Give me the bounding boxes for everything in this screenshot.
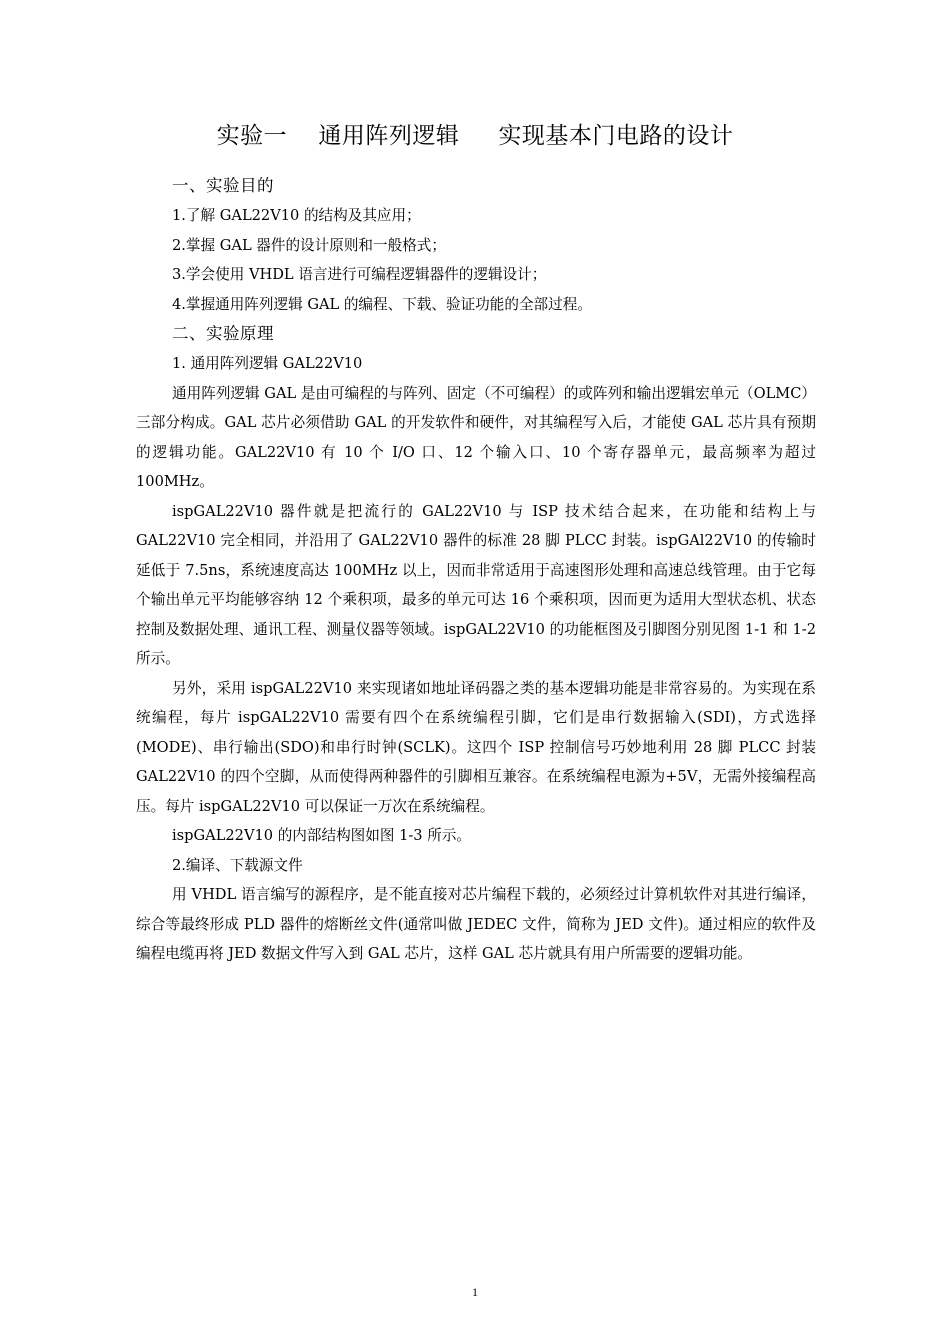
paragraph-isp-pins: 另外，采用 ispGAL22V10 来实现诸如地址译码器之类的基本逻辑功能是非常容易的。为实现在系统编程，每片 ispGAL22V10 需要有四个在系统编程引脚，它们是串行数据输入(SDI)，方式选择(MODE)、串行输出(SDO)和串行时钟(SCLK)。这四个 ISP 控制信号巧妙地利用 28 脚 PLCC 封装 GAL22V10 的四个空脚，从而使得两种器件的引脚相互兼容。在系统编程电源为+5V，无需外接编程高压。每片 ispGAL22V10 可以保证一万次在系统编程。 — [136, 679, 816, 815]
paragraph-gal-intro: 通用阵列逻辑 GAL 是由可编程的与阵列、固定（不可编程）的或阵列和输出逻辑宏单元（OLMC）三部分构成。GAL 芯片必须借助 GAL 的开发软件和硬件，对其编程写入后，才能使 GAL 芯片具有预期的逻辑功能。GAL22V10 有 10 个 I/O 口、12 个输入口、10 个寄存器单元，最高频率为超过 100MHz。 — [136, 384, 816, 490]
document-body — [136, 171, 816, 969]
page-title: 实验一 通用阵列逻辑 实现基本门电路的设计 — [216, 123, 734, 149]
section-heading-purpose: 一、实验目的 — [172, 176, 274, 195]
purpose-item-1: 1.了解 GAL22V10 的结构及其应用； — [172, 207, 421, 224]
paragraph-ispgal: ispGAL22V10 器件就是把流行的 GAL22V10 与 ISP 技术结合起来，在功能和结构上与 GAL22V10 完全相同，并沿用了 GAL22V10 器件的标准 28 脚 PLCC 封装。ispGAl22V10 的传输时延低于 7.5ns，系统速度高达 100MHz 以上，因而非常适用于高速图形处理和高速总线管理。由于它每个输出单元平均能够容纳 12 个乘积项，最多的单元可达 16 个乘积项，因而更为适用大型状态机、状态控制及数据处理、通讯工程、测量仪器等领域。ispGAL22V10 的功能框图及引脚图分别见图 1-1 和 1-2 所示。 — [136, 502, 816, 667]
purpose-item-2: 2.掌握 GAL 器件的设计原则和一般格式； — [172, 236, 446, 254]
purpose-item-3: 3.学会使用 VHDL 语言进行可编程逻辑器件的逻辑设计； — [172, 266, 547, 283]
page-number: 1 — [472, 1285, 478, 1299]
subheading-gal22v10: 1. 通用阵列逻辑 GAL22V10 — [172, 355, 363, 372]
paragraph-internal-structure: ispGAL22V10 的内部结构图如图 1-3 所示。 — [172, 827, 472, 844]
subheading-compile-download: 2.编译、下载源文件 — [172, 856, 303, 874]
section-heading-principle: 二、实验原理 — [172, 324, 274, 343]
purpose-item-4: 4.掌握通用阵列逻辑 GAL 的编程、下载、验证功能的全部过程。 — [172, 295, 592, 313]
paragraph-compile: 用 VHDL 语言编写的源程序，是不能直接对芯片编程下载的，必须经过计算机软件对其进行编译，综合等最终形成 PLD 器件的熔断丝文件(通常叫做 JEDEC 文件，简称为 JED 文件)。通过相应的软件及编程电缆再将 JED 数据文件写入到 GAL 芯片，这样 GAL 芯片就具有用户所需要的逻辑功能。 — [136, 886, 816, 962]
